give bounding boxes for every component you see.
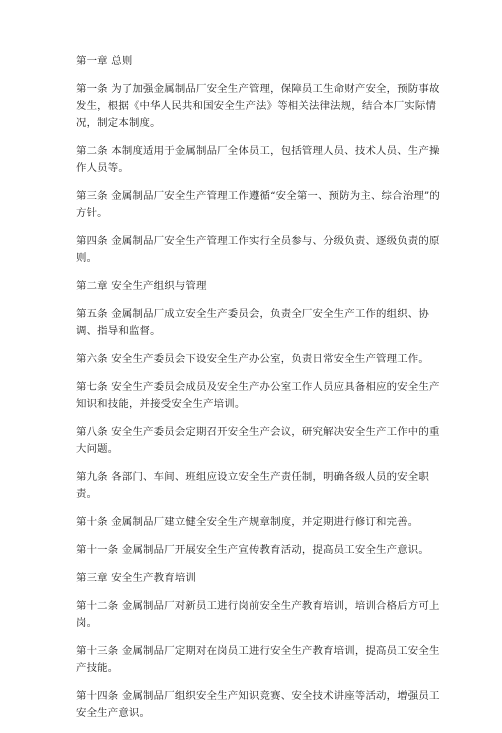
chapter-heading: 第二章 安全生产组织与管理	[76, 280, 207, 292]
article-paragraph: 第十二条 金属制品厂对新员工进行岗前安全生产教育培训，培训合格后方可上岗。	[76, 600, 440, 629]
article-paragraph: 第一条 为了加强金属制品厂安全生产管理，保障员工生命财产安全，预防事故发生，根据《中华人民共和国安全生产法》等相关法律法规，结合本厂实际情况，制定本制度。	[76, 83, 440, 129]
chapter-heading: 第三章 安全生产教育培训	[76, 572, 196, 584]
article-paragraph: 第五条 金属制品厂成立安全生产委员会，负责全厂安全生产工作的组织、协调、指导和监督。	[76, 308, 429, 337]
article-paragraph: 第九条 各部门、车间、班组应设立安全生产责任制，明确各级人员的安全职责。	[76, 471, 429, 500]
article-paragraph: 第七条 安全生产委员会成员及安全生产办公室工作人员应具备相应的安全生产知识和技能，并接受安全生产培训。	[76, 381, 440, 410]
article-paragraph: 第十四条 金属制品厂组织安全生产知识竞赛、安全技术讲座等活动，增强员工安全生产意识。	[76, 690, 440, 719]
article-paragraph: 第六条 安全生产委员会下设安全生产办公室，负责日常安全生产管理工作。	[76, 353, 429, 365]
article-paragraph: 第十三条 金属制品厂定期对在岗员工进行安全生产教育培训，提高员工安全生产技能。	[76, 645, 440, 674]
article-paragraph: 第十条 金属制品厂建立健全安全生产规章制度，并定期进行修订和完善。	[76, 516, 419, 528]
article-paragraph: 第十一条 金属制品厂开展安全生产宣传教育活动，提高员工安全生产意识。	[76, 544, 429, 556]
document-body	[76, 53, 444, 733]
article-paragraph: 第二条 本制度适用于金属制品厂全体员工，包括管理人员、技术人员、生产操作人员等。	[76, 145, 440, 174]
article-paragraph: 第三条 金属制品厂安全生产管理工作遵循“安全第一、预防为主、综合治理”的方针。	[76, 190, 441, 219]
article-paragraph: 第四条 金属制品厂安全生产管理工作实行全员参与、分级负责、逐级负责的原则。	[76, 235, 440, 264]
chapter-heading: 第一章 总则	[76, 55, 133, 67]
article-paragraph: 第八条 安全生产委员会定期召开安全生产会议，研究解决安全生产工作中的重大问题。	[76, 426, 440, 455]
